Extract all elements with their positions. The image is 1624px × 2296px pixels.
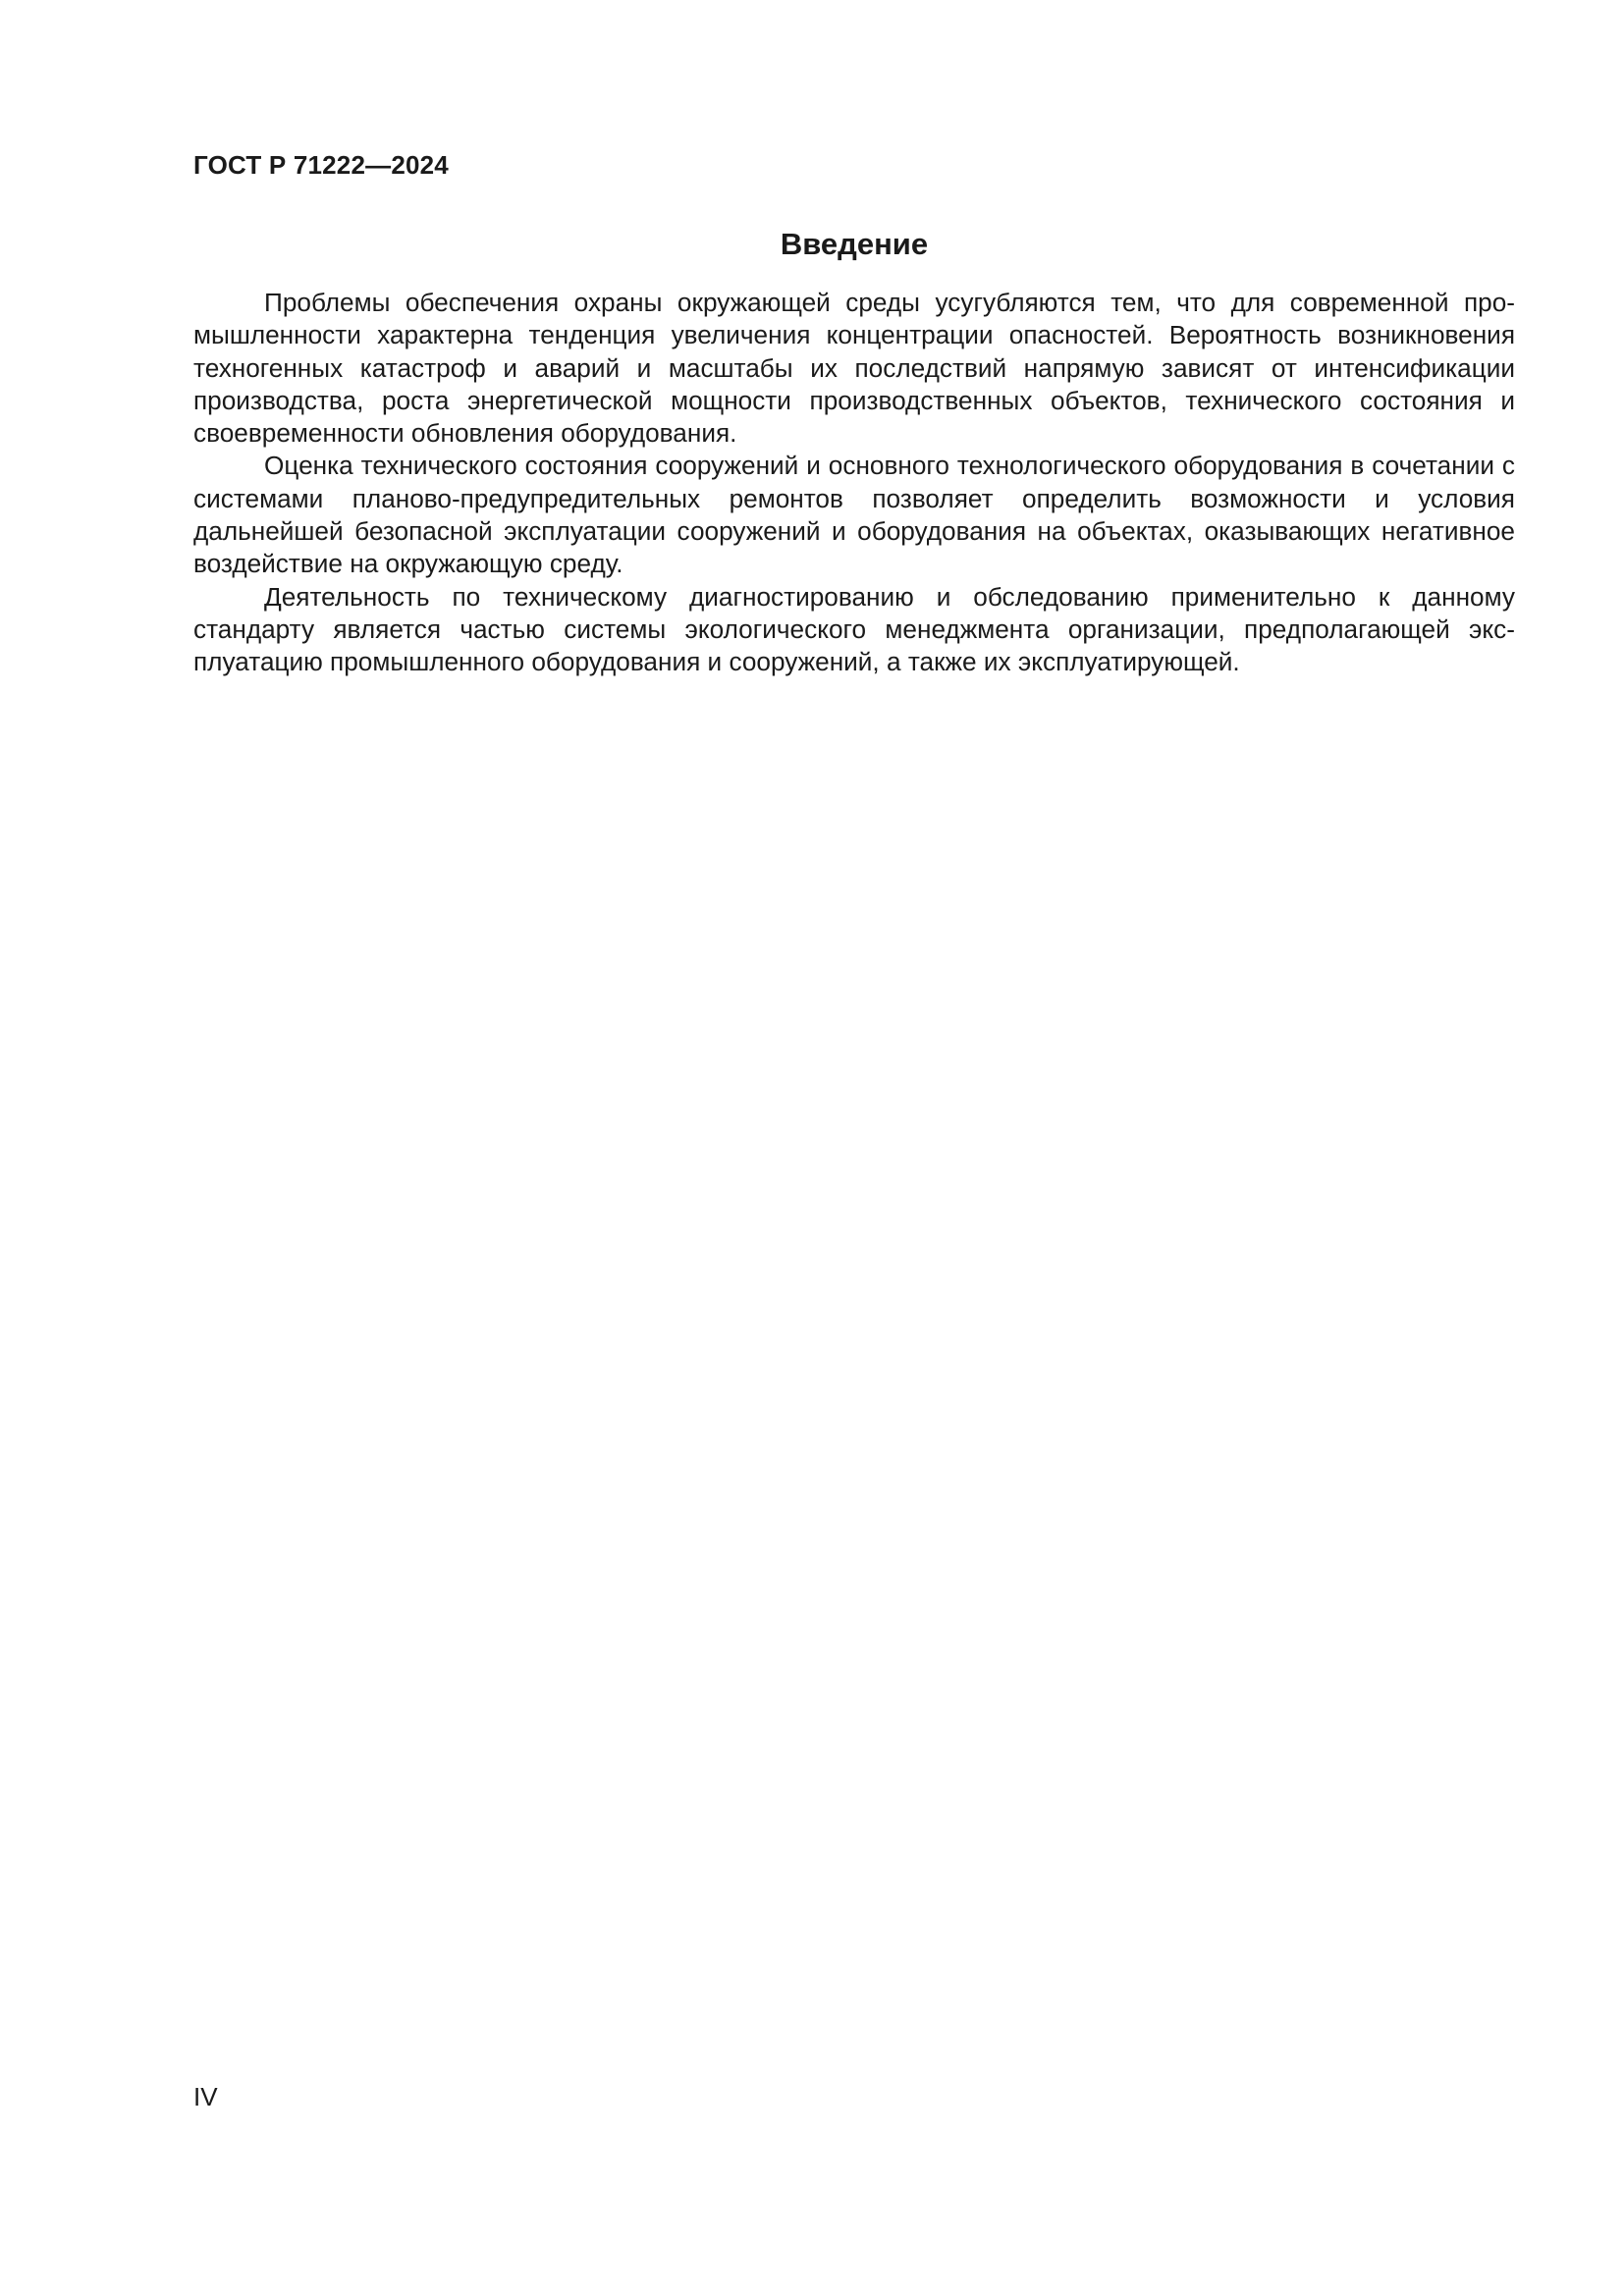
- section-title: Введение: [780, 227, 929, 261]
- paragraph: Проблемы обеспечения охраны окружающей среды усугубляются тем, что для современной промышленности характерна тенденция увеличения концентрации опасностей. Вероятность возникновения техногенных катастроф и аварий и масштабы их последствий напрямую зависят от интенсификации производства, роста энергетической мощности производственных объектов, технического состояния и своевременности обновления оборудования.: [193, 288, 1515, 449]
- body-text: [193, 287, 1515, 679]
- paragraph: Оценка технического состояния сооружений и основного технологического оборудования в сочетании с системами планово-предупредительных ремонтов позволяет определить возможности и условия дальнейшей безопасной эксплуатации сооружений и оборудования на объектах, оказывающих негативное воздействие на окружающую среду.: [193, 451, 1515, 579]
- paragraph: Деятельность по техническому диагностированию и обследованию применительно к данному стандарту является частью системы экологического менеджмента организации, предполагающей эксплуатацию промышленного оборудования и сооружений, а также их эксплуатирующей.: [193, 581, 1515, 677]
- document-code: ГОСТ Р 71222—2024: [193, 150, 449, 180]
- page-number: IV: [193, 2082, 218, 2111]
